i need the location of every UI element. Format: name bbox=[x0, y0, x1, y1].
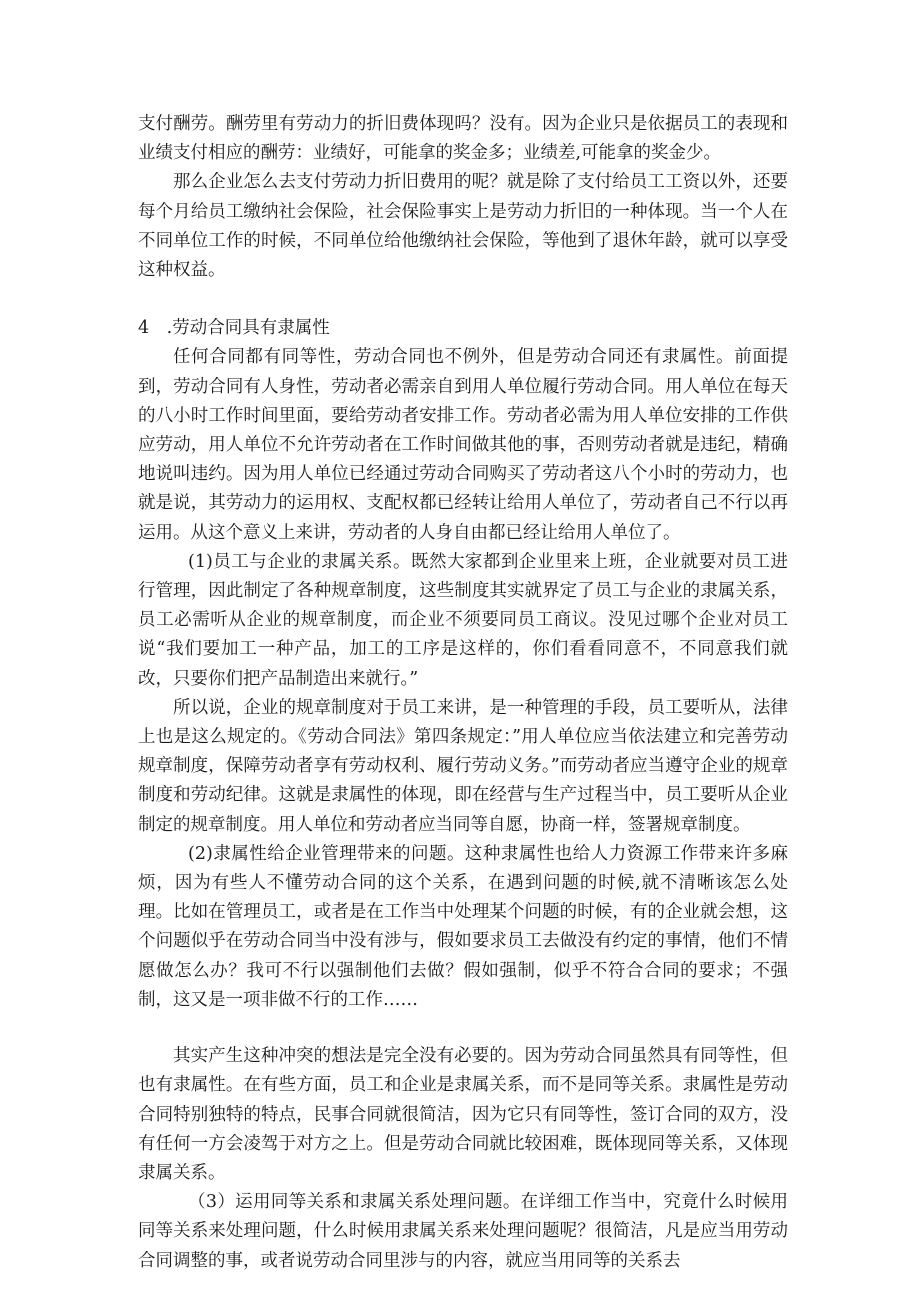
paragraph-rules-and-regulations: 所以说，企业的规章制度对于员工来讲，是一种管理的手段，员工要听从，法律上也是这么规定的。《劳动合同法》第四条规定：”用人单位应当依法建立和完善劳动规章制度，保障劳动者享有劳动权利、履行劳动义务。”而劳动者应当遵守企业的规章制度和劳动纪律。这就是隶属性的体现，即在经营与生产过程当中，员工要听从企业制定的规章制度。用人单位和劳动者应当同等自愿，协商一样，签署规章制度。 bbox=[138, 697, 788, 835]
document-body bbox=[138, 110, 788, 1276]
paragraph-employee-enterprise-relation: (1)员工与企业的隶属关系。既然大家都到企业里来上班，企业就要对员工进行管理，因此制定了各种规章制度，这些制度其实就界定了员工与企业的隶属关系，员工必需听从企业的规章制度，而企业不须要同员工商议。没见过哪个企业对员工说“我们要加工一种产品，加工的工序是这样的，你们看看同意不，不同意我们就改，只要你们把产品制造出来就行。” bbox=[138, 551, 788, 689]
paragraph-depreciation: 那么企业怎么去支付劳动力折旧费用的呢？就是除了支付给员工工资以外，还要每个月给员工缴纳社会保险，社会保险事实上是劳动力折旧的一种体现。当一个人在不同单位工作的时候，不同单位给他缴纳社会保险，等他到了退休年龄，就可以享受这种权益。 bbox=[138, 172, 788, 281]
paragraph-subordination-intro: 任何合同都有同等性，劳动合同也不例外，但是劳动合同还有隶属性。前面提到，劳动合同有人身性，劳动者必需亲自到用人单位履行劳动合同。用人单位在每天的八小时工作时间里面，要给劳动者安排工作。劳动者必需为用人单位安排的工作供应劳动，用人单位不允许劳动者在工作时间做其他的事，否则劳动者就是违纪，精确地说叫违约。因为用人单位已经通过劳动合同购买了劳动者这八个小时的劳动力，也就是说，其劳动力的运用权、支配权都已经转让给用人单位了，劳动者自己不行以再运用。从这个意义上来讲，劳动者的人身自由都已经让给用人单位了。 bbox=[138, 347, 788, 543]
paragraph-conflict-unnecessary: 其实产生这种冲突的想法是完全没有必要的。因为劳动合同虽然具有同等性，但也有隶属性。在有些方面，员工和企业是隶属关系，而不是同等关系。隶属性是劳动合同特别独特的特点，民事合同就很简洁，因为它只有同等性，签订合同的双方，没有任何一方会凌驾于对方之上。但是劳动合同就比较困难，既体现同等关系，又体现隶属关系。 bbox=[138, 1046, 788, 1183]
section-heading-subordination: 4 .劳动合同具有隶属性 bbox=[138, 318, 330, 339]
paragraph-handling-relations: （3）运用同等关系和隶属关系处理问题。在详细工作当中，究竟什么时候用同等关系来处理问题，什么时候用隶属关系来处理问题呢？很简洁，凡是应当用劳动合同调整的事，或者说劳动合同里涉与的内容，就应当用同等的关系去 bbox=[138, 1192, 788, 1271]
paragraph-remuneration: 支付酬劳。酬劳里有劳动力的折旧费体现吗？没有。因为企业只是依据员工的表现和业绩支付相应的酬劳：业绩好，可能拿的奖金多；业绩差,可能拿的奖金少。 bbox=[138, 114, 788, 164]
paragraph-management-problems: (2)隶属性给企业管理带来的问题。这种隶属性也给人力资源工作带来许多麻烦，因为有些人不懂劳动合同的这个关系，在遇到问题的时候,就不清晰该怎么处理。比如在管理员工，或者是在工作当中处理某个问题的时候，有的企业就会想，这个问题似乎在劳动合同当中没有涉与，假如要求员工去做没有约定的事情，他们不情愿做怎么办？我可不行以强制他们去做？假如强制，似乎不符合合同的要求；不强制，这又是一项非做不行的工作…… bbox=[138, 843, 788, 1010]
